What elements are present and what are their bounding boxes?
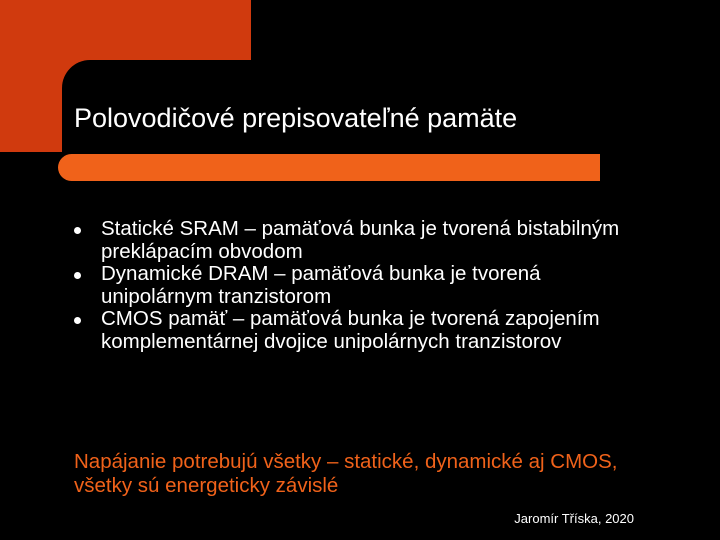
slide-footer: Jaromír Tříska, 2020 [514, 511, 634, 526]
bullet-list [74, 218, 654, 353]
bullet-item-sram [74, 218, 654, 263]
bullet-icon [74, 272, 81, 279]
bullet-icon [74, 227, 81, 234]
title-divider [58, 154, 600, 181]
bullet-text: CMOS pamäť – pamäťová bunka je tvorená zapojením komplementárnej dvojice unipolárnych tranzistorov [101, 307, 600, 353]
bullet-item-cmos [74, 308, 654, 353]
bullet-icon [74, 317, 81, 324]
power-note: Napájanie potrebujú všetky – statické, dynamické aj CMOS, všetky sú energeticky závislé [74, 450, 618, 497]
slide-title: Polovodičové prepisovateľné pamäte [74, 103, 518, 133]
bullet-text: Dynamické DRAM – pamäťová bunka je tvorená unipolárnym tranzistorom [101, 262, 541, 308]
bullet-text: Statické SRAM – pamäťová bunka je tvorená bistabilným preklápacím obvodom [101, 217, 620, 263]
bullet-item-dram [74, 263, 654, 308]
